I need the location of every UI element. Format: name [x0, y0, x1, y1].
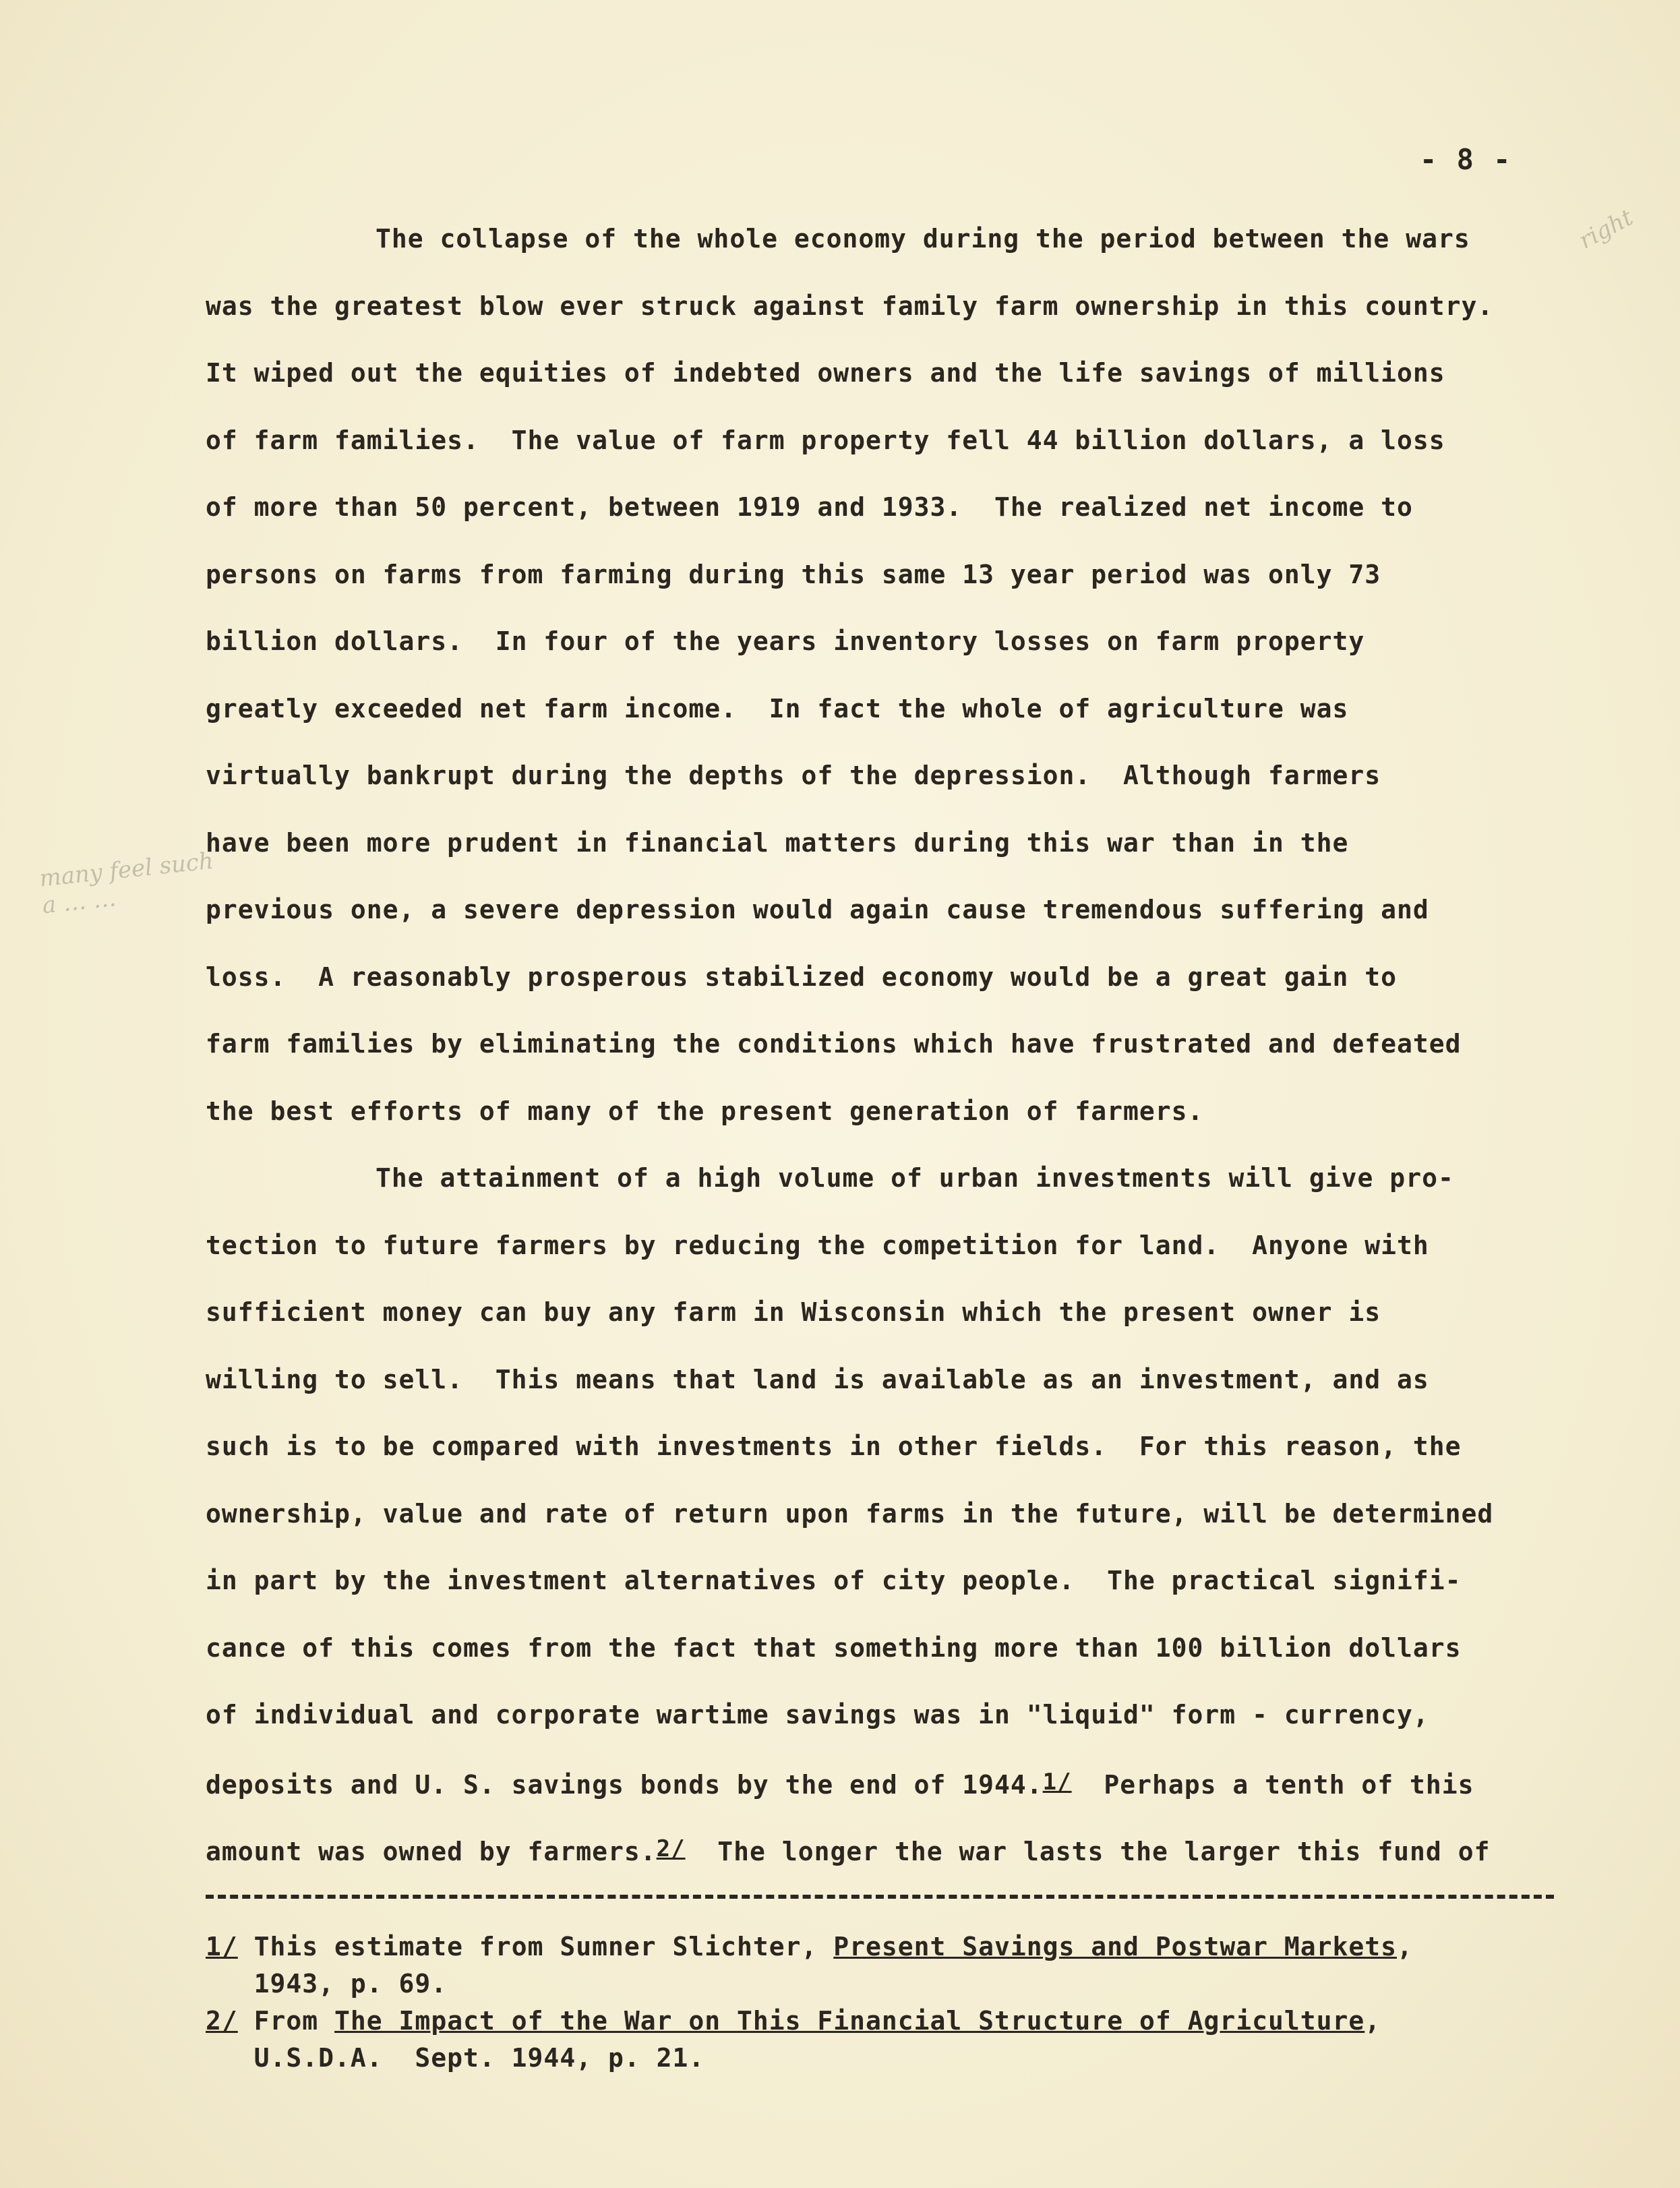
- footnote-1: [206, 1928, 1588, 1965]
- body-line-24: [206, 1749, 1567, 1816]
- body-line-6: persons on farms from farming during this same 13 year period was only 73: [206, 559, 1381, 589]
- body-line-24-text-a: deposits and U. S. savings bonds by the end of 1944.: [206, 1769, 1043, 1800]
- body-line-24-text-b: Perhaps a tenth of this: [1071, 1769, 1474, 1800]
- footnote-divider: [206, 1895, 1554, 1899]
- body-line-25-text-a: amount was owned by farmers.: [206, 1837, 657, 1866]
- body-line-9: virtually bankrupt during the depths of the depression. Although farmers: [206, 761, 1381, 790]
- body-line-8: greatly exceeded net farm income. In fact the whole of agriculture was: [206, 693, 1349, 723]
- body-line-13: farm families by eliminating the conditions which have frustrated and defeated: [206, 1029, 1462, 1059]
- footnote-1-post: ,: [1396, 1932, 1413, 1961]
- body-text: [206, 206, 1567, 1883]
- body-line-25-text-b: The longer the war lasts the larger this fund of: [685, 1837, 1491, 1866]
- body-line-10: have been more prudent in financial matters during this war than in the: [206, 827, 1349, 858]
- footnote-ref-1: 1/: [1042, 1768, 1072, 1796]
- body-line-4: of farm families. The value of farm property fell 44 billion dollars, a loss: [206, 425, 1445, 455]
- footnotes: [206, 1928, 1588, 2077]
- body-line-11: previous one, a severe depression would again cause tremendous suffering and: [206, 895, 1429, 924]
- body-line-21: in part by the investment alternatives of city people. The practical signifi-: [206, 1566, 1462, 1595]
- body-line-15: The attainment of a high volume of urban investments will give pro-: [376, 1163, 1454, 1193]
- body-line-25: [206, 1816, 1567, 1883]
- body-line-12: loss. A reasonably prosperous stabilized economy would be a great gain to: [206, 962, 1397, 992]
- body-line-20: ownership, value and rate of return upon farms in the future, will be determined: [206, 1498, 1494, 1529]
- footnote-ref-2: 2/: [656, 1835, 686, 1862]
- footnote-1-title: Present Savings and Postwar Markets: [833, 1932, 1397, 1961]
- body-line-18: willing to sell. This means that land is available as an investment, and as: [206, 1364, 1429, 1394]
- margin-note-right: right: [1574, 204, 1638, 255]
- page-number: - 8 -: [1420, 143, 1512, 176]
- body-line-2: was the greatest blow ever struck against family farm ownership in this country.: [206, 291, 1494, 321]
- body-line-22: cance of this comes from the fact that something more than 100 billion dollars: [206, 1632, 1462, 1663]
- body-line-5: of more than 50 percent, between 1919 and 1933. The realized net income to: [206, 492, 1413, 522]
- body-line-3: It wiped out the equities of indebted owners and the life savings of millions: [206, 358, 1445, 388]
- body-line-19: such is to be compared with investments in other fields. For this reason, the: [206, 1431, 1462, 1461]
- footnote-1-pre: This estimate from Sumner Slichter,: [237, 1932, 834, 1961]
- footnote-2-title: The Impact of the War on This Financial Structure of Agriculture: [334, 2006, 1365, 2036]
- body-line-16: tection to future farmers by reducing the competition for land. Anyone with: [206, 1230, 1429, 1260]
- body-line-17: sufficient money can buy any farm in Wisconsin which the present owner is: [206, 1297, 1381, 1327]
- body-line-1: The collapse of the whole economy during the period between the wars: [376, 224, 1470, 254]
- body-line-7: billion dollars. In four of the years inventory losses on farm property: [206, 626, 1365, 656]
- footnote-2-ref: 2/: [206, 2006, 238, 2036]
- footnote-1-ref: 1/: [206, 1932, 238, 1961]
- footnote-1-line-2: 1943, p. 69.: [206, 1969, 448, 1999]
- body-line-23: of individual and corporate wartime savings was in "liquid" form - currency,: [206, 1700, 1429, 1729]
- footnote-2-pre: From: [237, 2006, 335, 2036]
- footnote-2-line-2: U.S.D.A. Sept. 1944, p. 21.: [206, 2043, 705, 2073]
- footnote-2: [206, 2003, 1588, 2040]
- body-line-14: the best efforts of many of the present generation of farmers.: [206, 1096, 1204, 1126]
- margin-note-left: many feel such a … …: [38, 847, 215, 920]
- footnote-2-post: ,: [1364, 2006, 1381, 2036]
